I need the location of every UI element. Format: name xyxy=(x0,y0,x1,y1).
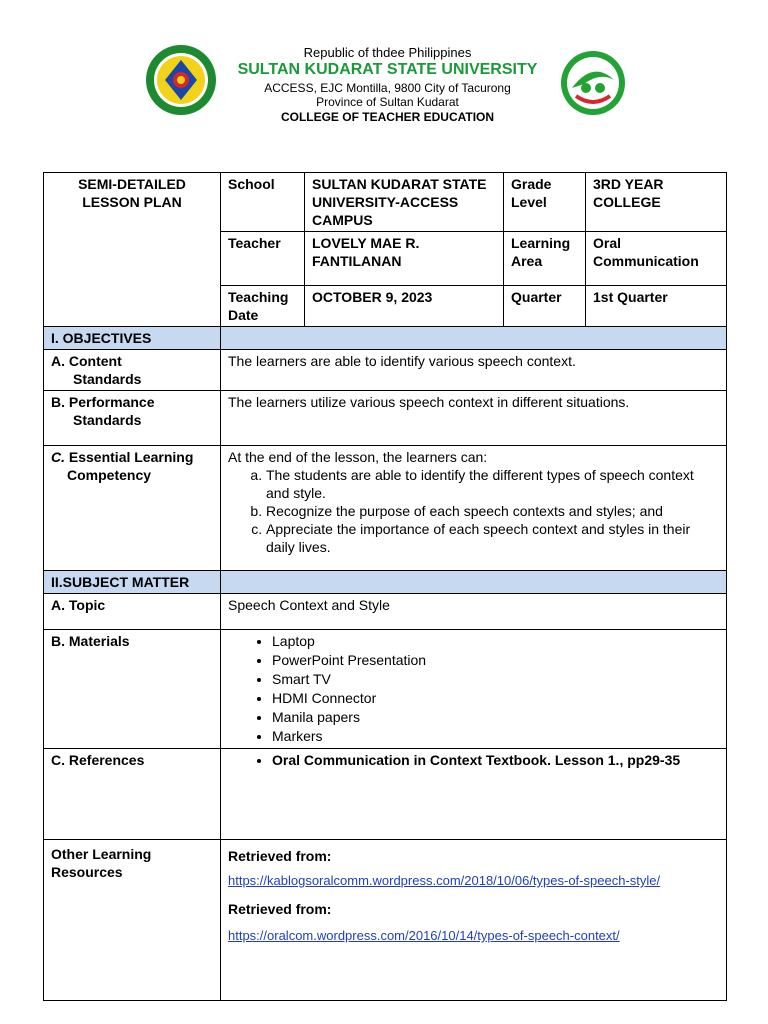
document-header xyxy=(0,0,768,140)
competency-item: c. Appreciate the importance of each speech context and styles in their daily lives. xyxy=(266,520,719,556)
area-value: Oral Communication xyxy=(586,232,727,286)
grade-value: 3RD YEAR COLLEGE xyxy=(586,173,727,232)
list-item: • HDMI Connector xyxy=(272,689,719,708)
objectives-heading: I. OBJECTIVES xyxy=(44,327,221,350)
competency-item: b. Recognize the purpose of each speech contexts and styles; and xyxy=(266,502,719,520)
content-standards-value: The learners are able to identify various speech context. xyxy=(221,350,727,391)
competency-intro: At the end of the lesson, the learners can: xyxy=(228,449,488,465)
college-name: COLLEGE OF TEACHER EDUCATION xyxy=(280,110,495,124)
materials-list xyxy=(228,632,719,746)
materials-label: B. Materials xyxy=(44,630,221,749)
date-label: Teaching Date xyxy=(221,286,305,327)
reference-item: • Oral Communication in Context Textbook. Lesson 1., pp29-35 xyxy=(272,751,719,770)
grade-label: Grade Level xyxy=(504,173,586,232)
performance-standards-row xyxy=(44,391,727,446)
retrieved-label: Retrieved from: xyxy=(228,901,332,917)
info-row-school xyxy=(44,173,727,232)
quarter-value: 1st Quarter xyxy=(586,286,727,327)
teacher-label: Teacher xyxy=(221,232,305,286)
competency-prefix: C. xyxy=(51,449,65,465)
subject-heading: II.SUBJECT MATTER xyxy=(44,571,221,594)
references-label: C. References xyxy=(44,749,221,840)
topic-label: A. Topic xyxy=(44,594,221,630)
list-item: • Manila papers xyxy=(272,708,719,727)
retrieved-label: Retrieved from: xyxy=(228,848,332,864)
list-item: • Smart TV xyxy=(272,670,719,689)
competency-row xyxy=(44,446,727,571)
school-label: School xyxy=(221,173,305,232)
competency-label-2: Competency xyxy=(67,467,152,483)
school-value: SULTAN KUDARAT STATE UNIVERSITY-ACCESS CAMPUS xyxy=(305,173,504,232)
date-value: OCTOBER 9, 2023 xyxy=(305,286,504,327)
list-item: • Laptop xyxy=(272,632,719,651)
content-standards-label: A. Content xyxy=(51,353,122,369)
other-resources-row xyxy=(44,840,727,1001)
area-label: Learning Area xyxy=(504,232,586,286)
performance-standards-label-2: Standards xyxy=(73,412,142,428)
quarter-label: Quarter xyxy=(504,286,586,327)
objectives-heading-row xyxy=(44,327,727,350)
competency-label: Essential Learning xyxy=(68,449,194,465)
performance-standards-label: B. Performance xyxy=(51,394,155,410)
resource-link[interactable]: https://oralcom.wordpress.com/2016/10/14/types-of-speech-context/ xyxy=(228,928,620,943)
competency-list xyxy=(228,466,719,556)
teacher-value: LOVELY MAE R. FANTILANAN xyxy=(305,232,504,286)
topic-value: Speech Context and Style xyxy=(221,594,727,630)
content-standards-label-2: Standards xyxy=(73,371,142,387)
address-line: ACCESS, EJC Montilla, 9800 City of Tacurong xyxy=(264,81,511,95)
resource-link[interactable]: https://kablogsoralcomm.wordpress.com/2018/10/06/types-of-speech-style/ xyxy=(228,873,661,888)
university-name: SULTAN KUDARAT STATE UNIVERSITY xyxy=(237,61,538,78)
subject-heading-row xyxy=(44,571,727,594)
plan-title: SEMI-DETAILED LESSON PLAN xyxy=(44,173,221,327)
performance-standards-value: The learners utilize various speech context in different situations. xyxy=(221,391,727,446)
materials-row xyxy=(44,630,727,749)
lesson-plan-table xyxy=(43,172,727,1001)
republic-line: Republic of thdee Philippines xyxy=(303,45,472,60)
province-line: Province of Sultan Kudarat xyxy=(316,95,459,109)
college-logo xyxy=(560,50,626,116)
other-resources-label: Other Learning Resources xyxy=(44,840,221,1001)
topic-row xyxy=(44,594,727,630)
content-standards-row xyxy=(44,350,727,391)
references-row xyxy=(44,749,727,840)
list-item: • PowerPoint Presentation xyxy=(272,651,719,670)
references-list xyxy=(228,751,719,770)
list-item: • Markers xyxy=(272,727,719,746)
competency-item: a. The students are able to identify the different types of speech context and style. xyxy=(266,466,719,502)
